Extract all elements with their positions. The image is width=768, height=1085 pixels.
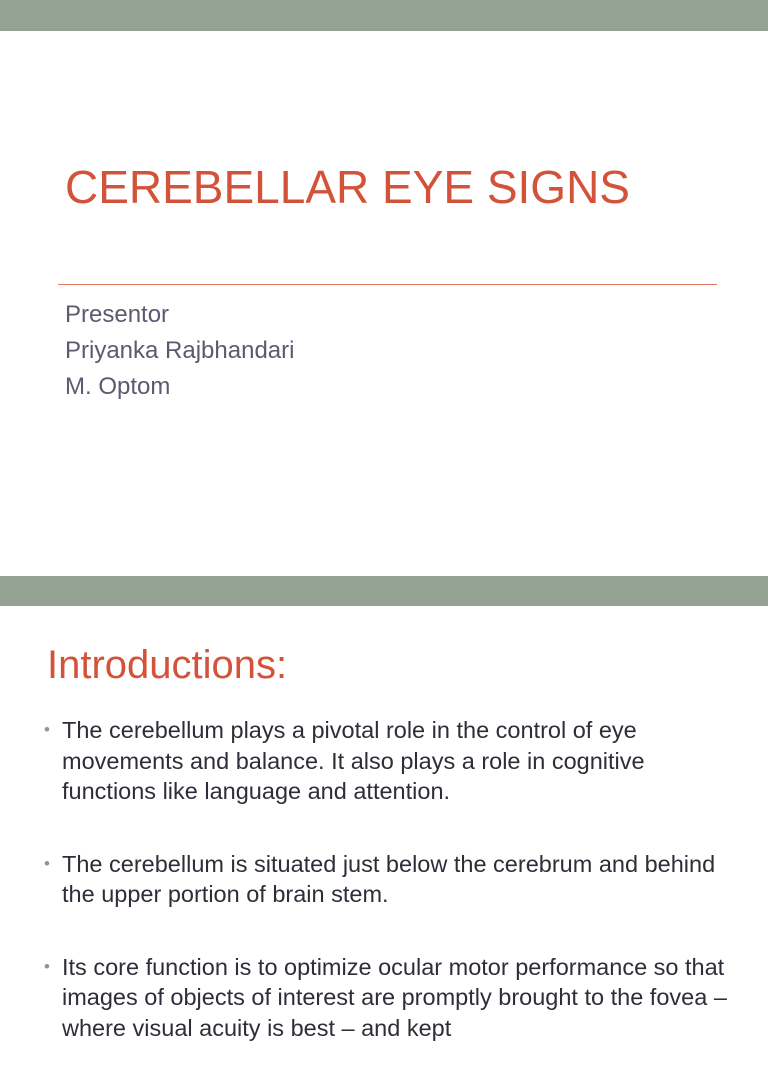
bullet-list: [44, 715, 734, 1085]
bullet-item: [44, 952, 734, 1044]
bullet-text: The cerebellum plays a pivotal role in the control of eye movements and balance. It also plays a role in cognitive functions like language and attention.: [62, 717, 645, 804]
presenter-label: Presentor: [65, 301, 170, 328]
presentation-title: CEREBELLAR EYE SIGNS: [65, 161, 630, 213]
introduction-slide: [0, 606, 768, 1041]
slide-separator-band: [0, 576, 768, 606]
presenter-name: Priyanka Rajbhandari: [65, 337, 295, 364]
title-underline: [58, 284, 717, 285]
presenter-degree: M. Optom: [65, 373, 171, 400]
bullet-item: [44, 715, 734, 807]
bullet-marker: •: [44, 853, 50, 873]
bullet-marker: •: [44, 720, 50, 739]
bullet-marker: •: [44, 956, 50, 976]
slide-title: Introductions:: [47, 643, 288, 687]
presenter-info: [65, 297, 294, 405]
bullet-text: The cerebellum is situated just below the cerebrum and behind the upper portion of brain stem.: [62, 850, 716, 907]
bullet-text: Its core function is to optimize ocular motor performance so that images of objects of interest are promptly brought to the fovea – where visual acuity is best – and kept: [62, 953, 727, 1041]
top-band: [0, 0, 768, 31]
bullet-item: [44, 849, 734, 910]
title-slide: [0, 31, 768, 576]
